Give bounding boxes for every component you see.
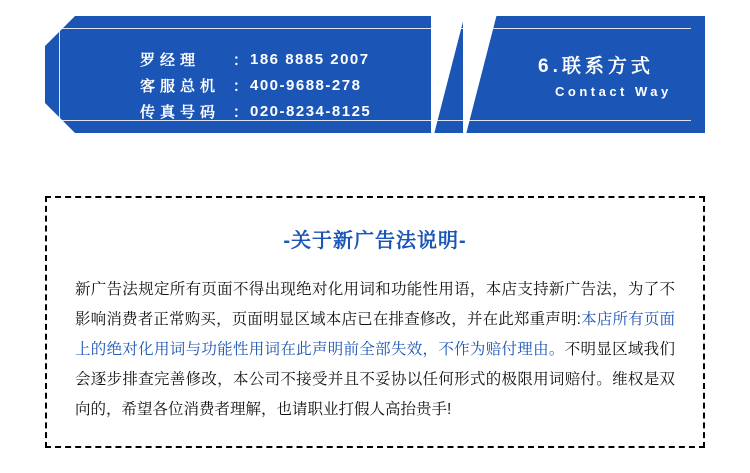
advertising-law-notice (45, 196, 705, 448)
contact-label: 传真号码 (140, 103, 221, 121)
notice-title: -关于新广告法说明- (283, 230, 467, 252)
contact-value-hotline: 400-9688-278 (250, 76, 362, 94)
banner-diagonal-stripe-outer (431, 16, 467, 133)
contact-list (140, 46, 470, 124)
notice-paragraph-highlight: 本店所有页面上的绝对化用词与功能性用词在此声明前全部失效，不作为赔付理由。 (75, 311, 675, 358)
contact-label: 客服总机 (140, 77, 221, 95)
notice-paragraph-part1: 新广告法规定所有页面不得出现绝对化用词和功能性用语，本店支持新广告法，为了不影响消费者正常购买，页面明显区域本店已在排查修改，并在此郑重声明: (75, 281, 675, 328)
contact-row (140, 98, 470, 124)
contact-label: 罗经理 (140, 51, 201, 69)
banner-diagonal-stripe-inner (463, 16, 499, 133)
banner-title-block (445, 16, 705, 133)
contact-value-phone: 186 8885 2007 (250, 50, 370, 68)
contact-row (140, 72, 470, 98)
section-title-cn: 6.联系方式 (538, 56, 654, 77)
contact-row (140, 46, 470, 72)
contact-colon: ： (232, 51, 250, 69)
section-title-en: Contact Way (555, 84, 672, 99)
contact-value-fax: 020-8234-8125 (250, 102, 372, 120)
contact-banner (45, 16, 705, 133)
notice-paragraph-part2: 不明显区域我们会逐步排查完善修改，本公司不接受并且不妥协以任何形式的极限用词赔付。维权是双向的，希望各位消费者理解，也请职业打假人高抬贵手! (75, 341, 675, 418)
notice-body (75, 275, 675, 425)
contact-colon: ： (232, 77, 250, 95)
contact-colon: ： (232, 103, 250, 121)
